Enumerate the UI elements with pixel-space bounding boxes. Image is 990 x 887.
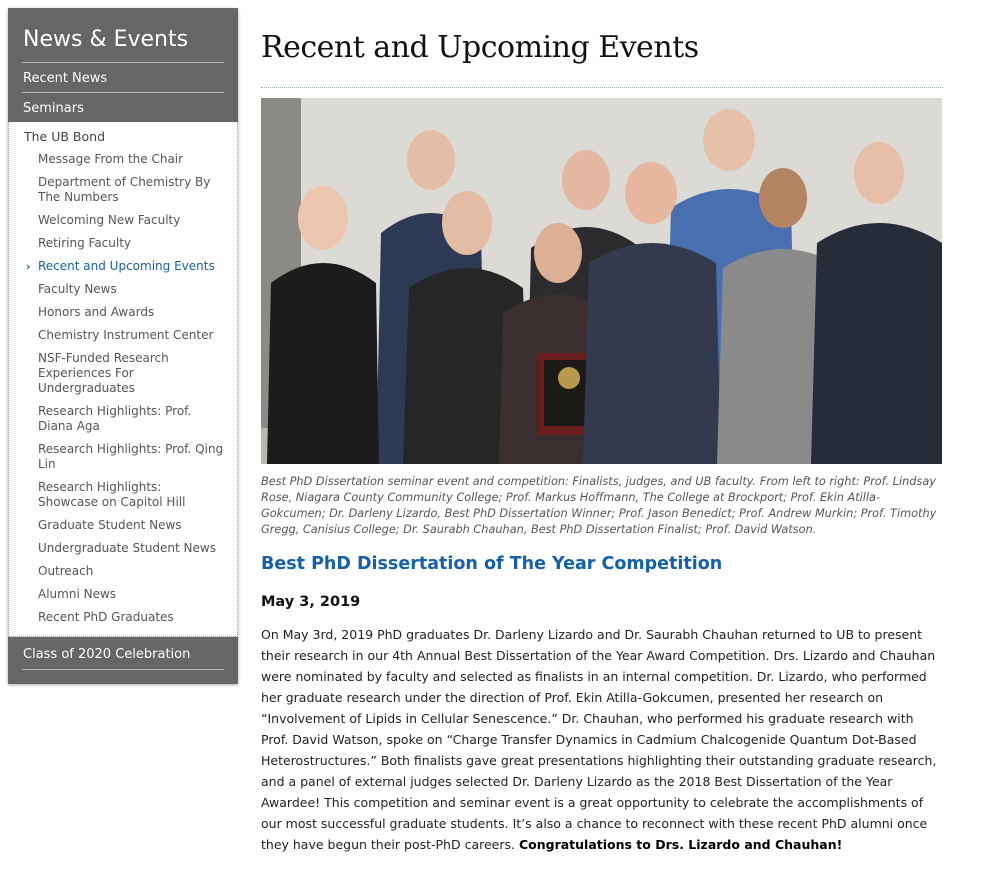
sidebar-subitem[interactable] <box>9 280 237 303</box>
sidebar-subitem[interactable] <box>9 173 237 211</box>
photo-caption: Best PhD Dissertation seminar event and competition: Finalists, judges, and UB faculty. From left to right: Prof. Lindsay Rose, Niagara County Community College; Prof. Markus Hoffmann, The College at Brockport; Prof. Ekin Atilla-Gokcumen; Dr. Darleny Lizardo, Best PhD Dissertation Winner; Prof. Jason Benedict; Prof. Andrew Murkin; Prof. Timothy Gregg, Canisius College; Dr. Saurabh Chauhan, Best PhD Dissertation Finalist; Prof. David Watson. <box>261 475 937 536</box>
sidebar-subitem-label: Research Highlights: Showcase on Capitol Hill <box>38 480 186 509</box>
sidebar-item-seminars[interactable]: Seminars <box>8 93 238 122</box>
event-group-photo <box>261 98 942 464</box>
sidebar-item-ub-bond[interactable]: The UB Bond <box>24 129 105 144</box>
sidebar-subitem[interactable] <box>9 585 237 608</box>
sidebar-subitem-label: Research Highlights: Prof. Qing Lin <box>38 442 224 471</box>
article-body <box>261 624 943 855</box>
sidebar-subitem-label: Research Highlights: Prof. Diana Aga <box>38 404 192 433</box>
sidebar-title[interactable]: News & Events <box>8 8 238 62</box>
sidebar-subitem-label: Message From the Chair <box>38 152 184 166</box>
sidebar-subitem-label: Honors and Awards <box>38 305 155 319</box>
sidebar-subitem[interactable] <box>9 150 237 173</box>
sidebar-subitem-label: Recent and Upcoming Events <box>38 259 215 273</box>
title-divider <box>261 87 943 88</box>
sidebar-subitem[interactable] <box>9 402 237 440</box>
sidebar-subitem-label: NSF-Funded Research Experiences For Undergraduates <box>38 351 169 395</box>
sidebar-subitem[interactable] <box>9 303 237 326</box>
article-body-text: On May 3rd, 2019 PhD graduates Dr. Darleny Lizardo and Dr. Saurabh Chauhan returned to UB to present their research in our 4th Annual Best Dissertation of the Year Award Competition. Drs. Lizardo and Chauhan were nominated by faculty and selected as finalists in an internal competition. Dr. Lizardo, who performed her graduate research under the direction of Prof. Ekin Atilla-Gokcumen, presented her research on “Involvement of Lipids in Cellular Senescence.” Dr. Chauhan, who performed his graduate research with Prof. David Watson, spoke on “Charge Transfer Dynamics in Cadmium Chalcogenide Quantum Dot-Based Heterostructures.” Both finalists gave great presentations highlighting their outstanding graduate research, and a panel of external judges selected Dr. Darleny Lizardo as the 2018 Best Dissertation of the Year Awardee! This competition and seminar event is a great opportunity to celebrate the accomplishments of our most successful graduate students. It’s also a chance to reconnect with these recent PhD alumni once they have begun their post-PhD careers. <box>261 627 937 852</box>
sidebar-subitem[interactable] <box>9 234 237 257</box>
sidebar-subitem-label: Undergraduate Student News <box>38 541 216 555</box>
sidebar-subitem[interactable] <box>9 211 237 234</box>
sidebar-submenu <box>8 122 238 637</box>
sidebar-subitem[interactable] <box>9 349 237 402</box>
article-body-congrats: Congratulations to Drs. Lizardo and Chauhan! <box>518 837 843 852</box>
group-photo-illustration <box>261 98 942 464</box>
sidebar-subitem-label: Outreach <box>38 564 94 578</box>
sidebar-subitem[interactable] <box>9 516 237 539</box>
sidebar-subitem[interactable] <box>9 608 237 631</box>
sidebar-subitem[interactable] <box>9 257 237 280</box>
sidebar-subitem-label: Chemistry Instrument Center <box>38 328 214 342</box>
sidebar-subitem[interactable] <box>9 539 237 562</box>
sidebar-subitem-label: Alumni News <box>38 587 117 601</box>
sidebar-subitem-label: Recent PhD Graduates <box>38 610 174 624</box>
page-title: Recent and Upcoming Events <box>261 30 699 65</box>
section-sidebar <box>8 8 238 684</box>
sidebar-item-recent-news[interactable]: Recent News <box>8 63 238 92</box>
sidebar-subitem-label: Faculty News <box>38 282 117 296</box>
sidebar-subitem[interactable] <box>9 478 237 516</box>
sidebar-subitem[interactable] <box>9 562 237 585</box>
main-content <box>261 30 943 855</box>
sidebar-subitem[interactable] <box>9 440 237 478</box>
article-date: May 3, 2019 <box>261 594 361 610</box>
sidebar-subitem[interactable] <box>9 326 237 349</box>
sidebar-subitem-label: Retiring Faculty <box>38 236 132 250</box>
chevron-right-icon: › <box>26 260 31 273</box>
sidebar-subitem-label: Graduate Student News <box>38 518 182 532</box>
sidebar-subitem-label: Department of Chemistry By The Numbers <box>38 175 211 204</box>
sidebar-subitem-label: Welcoming New Faculty <box>38 213 181 227</box>
sidebar-item-class-of-2020[interactable]: Class of 2020 Celebration <box>8 637 238 669</box>
article-headline: Best PhD Dissertation of The Year Competition <box>261 554 723 574</box>
